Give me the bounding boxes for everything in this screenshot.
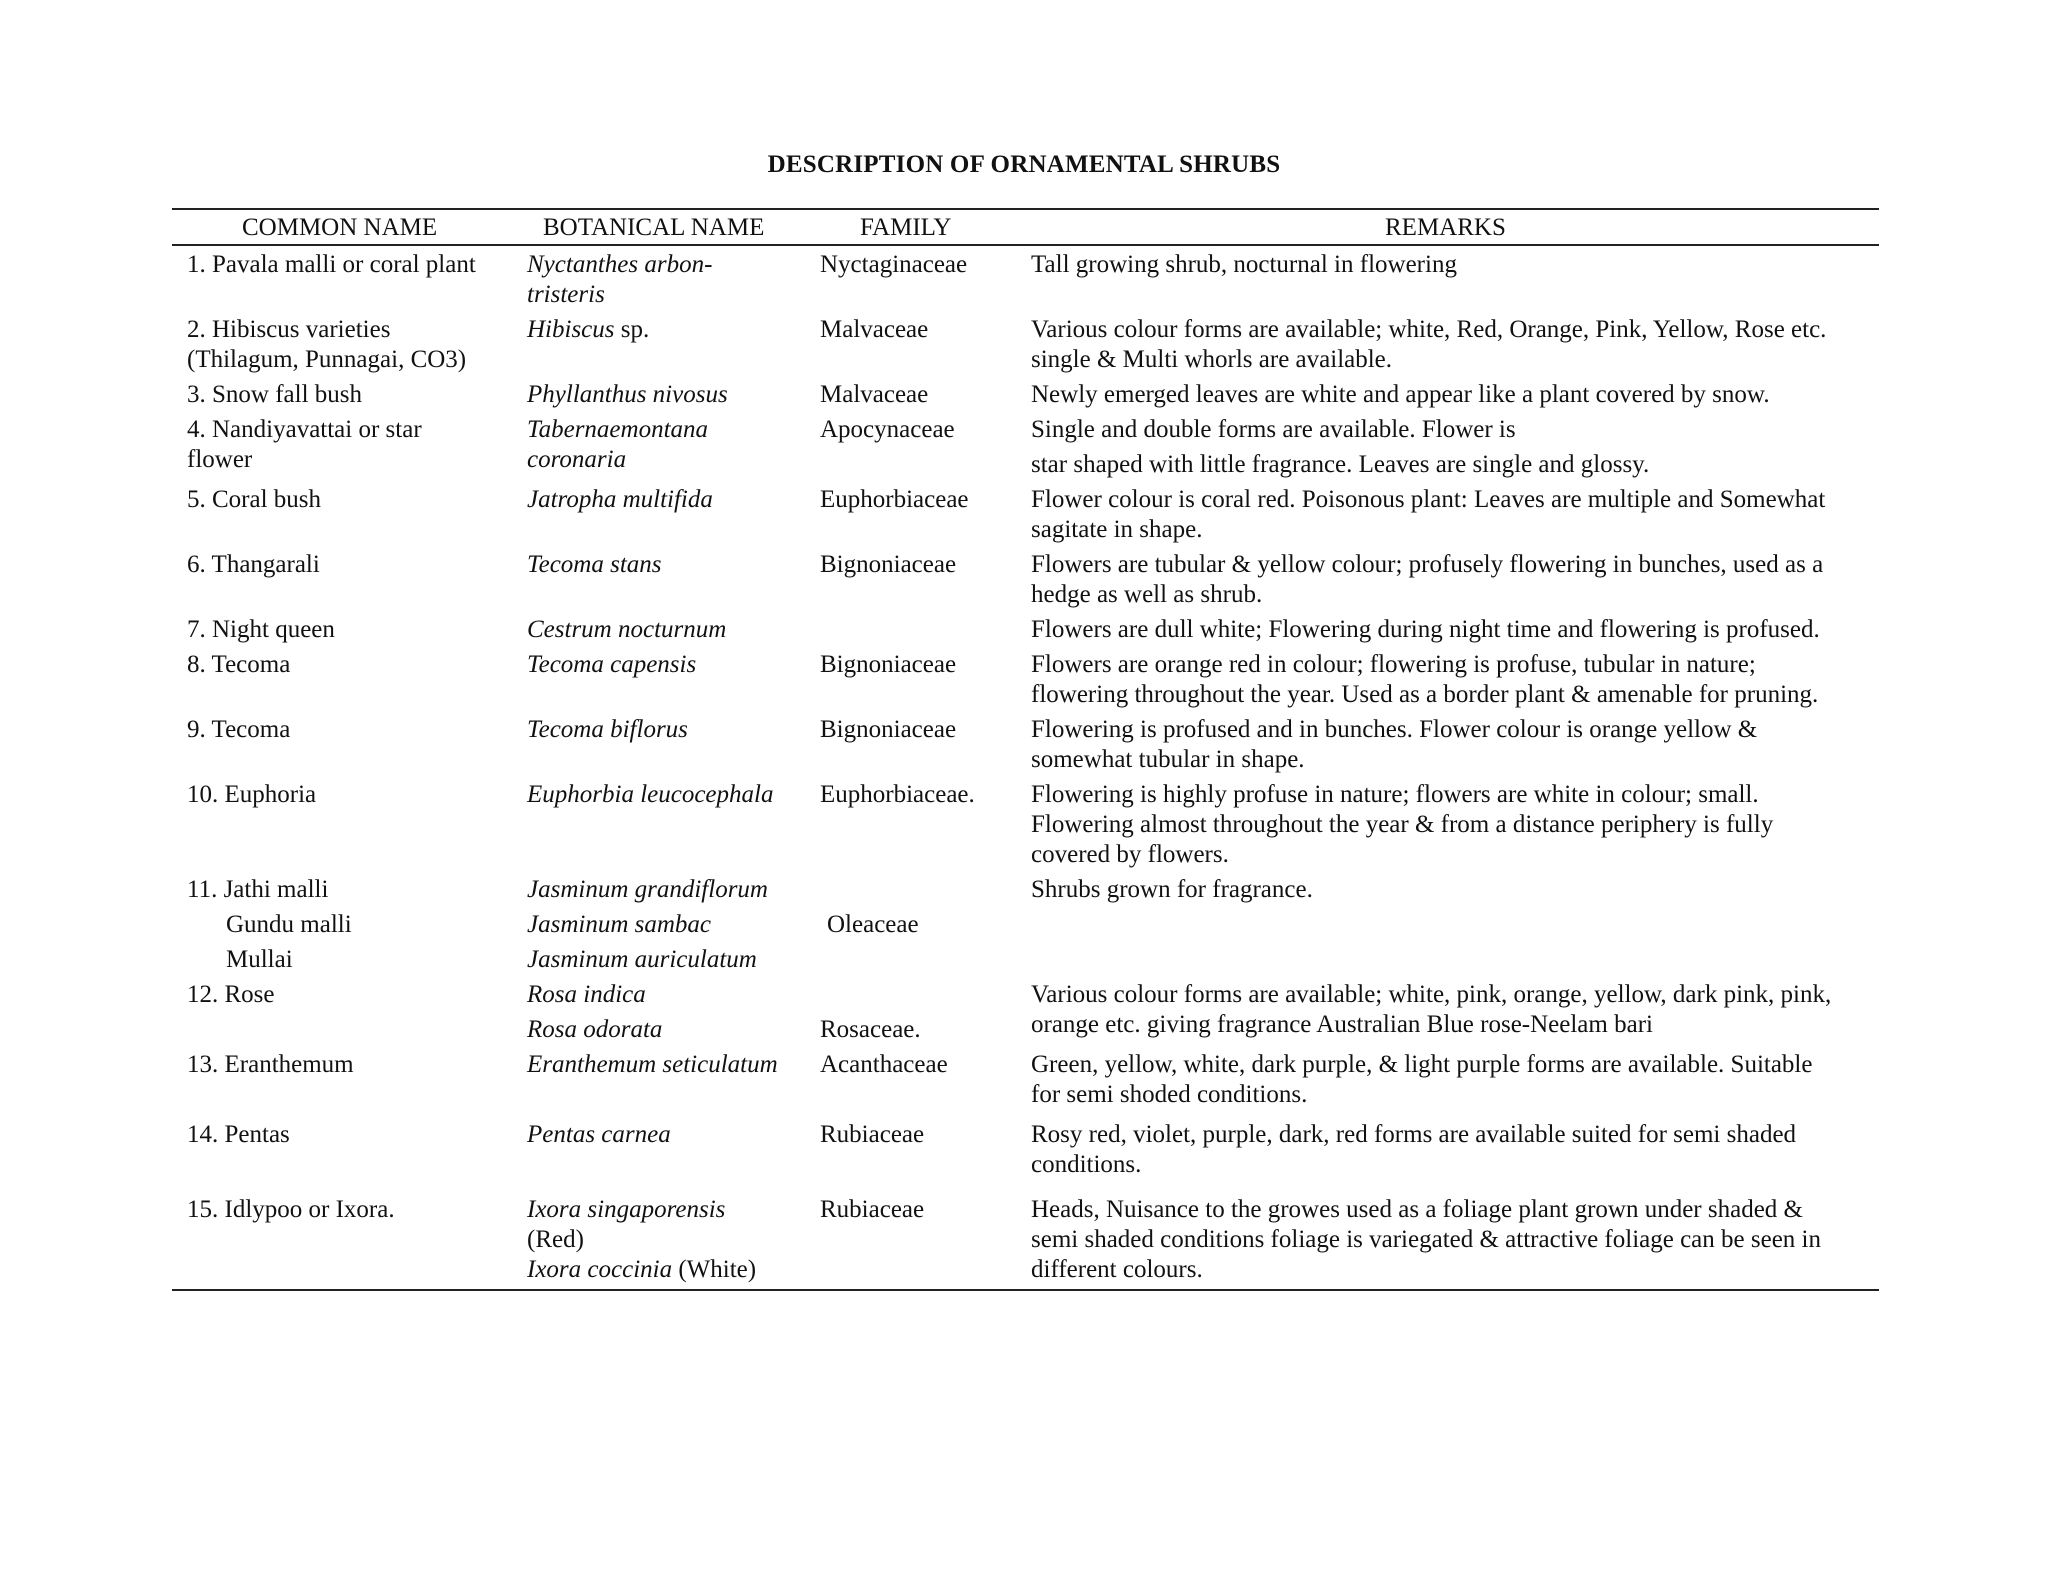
botanical-suffix: (White) <box>672 1256 757 1283</box>
botanical-name-cell: Eranthemum seticulatum <box>527 1051 778 1078</box>
common-name-cell: 9. Tecoma <box>187 716 291 743</box>
remarks-cell: different colours. <box>1031 1256 1203 1283</box>
remarks-cell: Flowering is profused and in bunches. Flower colour is orange yellow & <box>1031 716 1758 743</box>
common-name-cell: 6. Thangarali <box>187 551 320 578</box>
botanical-name-cell: Rosa indica <box>527 981 646 1008</box>
remarks-cell: Green, yellow, white, dark purple, & light purple forms are available. Suitable <box>1031 1051 1813 1078</box>
common-name-cell: flower <box>187 446 253 473</box>
botanical-name-cell: Rosa odorata <box>527 1016 663 1043</box>
botanical-name-cell: Tecoma capensis <box>527 651 697 678</box>
family-cell: Oleaceae <box>827 911 919 938</box>
botanical-name-cell: Pentas carnea <box>527 1121 671 1148</box>
common-name-cell: 2. Hibiscus varieties <box>187 316 391 343</box>
botanical-name-cell <box>527 315 649 345</box>
common-name-cell: 1. Pavala malli or coral plant <box>187 251 476 278</box>
remarks-cell: sagitate in shape. <box>1031 516 1203 543</box>
botanical-species: Ixora coccinia <box>527 1256 673 1283</box>
common-name-cell: 15. Idlypoo or Ixora. <box>187 1196 395 1223</box>
common-name-cell: 13. Eranthemum <box>187 1051 354 1078</box>
family-cell: Malvaceae <box>820 316 929 343</box>
remarks-cell: Heads, Nuisance to the growes used as a foliage plant grown under shaded & <box>1031 1196 1803 1223</box>
botanical-name-cell: Nyctanthes arbon- <box>527 251 713 278</box>
botanical-name-cell: Tecoma biflorus <box>527 716 688 743</box>
family-cell: Euphorbiaceae <box>820 486 969 513</box>
common-name-cell: 11. Jathi malli <box>187 876 329 903</box>
remarks-cell: Flowering is highly profuse in nature; flowers are white in colour; small. <box>1031 781 1759 808</box>
common-name-cell: 5. Coral bush <box>187 486 322 513</box>
botanical-name-cell: Phyllanthus nivosus <box>527 381 728 408</box>
family-cell: Bignoniaceae <box>820 716 957 743</box>
remarks-cell: Rosy red, violet, purple, dark, red forms are available suited for semi shaded <box>1031 1121 1797 1148</box>
page-title: DESCRIPTION OF ORNAMENTAL SHRUBS <box>767 151 1281 178</box>
remarks-cell: Newly emerged leaves are white and appear like a plant covered by snow. <box>1031 381 1770 408</box>
botanical-name-cell <box>527 1255 756 1285</box>
family-cell: Apocynaceae <box>820 416 955 443</box>
family-cell: Acanthaceae <box>820 1051 948 1078</box>
remarks-cell: conditions. <box>1031 1151 1142 1178</box>
common-name-cell: Mullai <box>226 946 293 973</box>
botanical-name-cell: tristeris <box>527 281 605 308</box>
remarks-cell: Flowers are dull white; Flowering during night time and flowering is profused. <box>1031 616 1820 643</box>
remarks-cell: hedge as well as shrub. <box>1031 581 1263 608</box>
remarks-cell: Shrubs grown for fragrance. <box>1031 876 1313 903</box>
family-cell: Malvaceae <box>820 381 929 408</box>
remarks-cell: single & Multi whorls are available. <box>1031 346 1393 373</box>
remarks-cell: Flowers are orange red in colour; flowering is profuse, tubular in nature; <box>1031 651 1756 678</box>
family-cell: Rosaceae. <box>820 1016 921 1043</box>
family-cell: Rubiaceae <box>820 1121 925 1148</box>
common-name-cell: 8. Tecoma <box>187 651 291 678</box>
remarks-cell: orange etc. giving fragrance Australian Blue rose-Neelam bari <box>1031 1011 1653 1038</box>
family-cell: Nyctaginaceae <box>820 251 968 278</box>
header-remarks: REMARKS <box>1385 214 1506 241</box>
header-family: FAMILY <box>860 214 952 241</box>
botanical-name-cell: Jasminum auriculatum <box>527 946 757 973</box>
remarks-cell: Flowering almost throughout the year & from a distance periphery is fully <box>1031 811 1774 838</box>
common-name-cell: 14. Pentas <box>187 1121 290 1148</box>
family-cell: Bignoniaceae <box>820 551 957 578</box>
family-cell: Bignoniaceae <box>820 651 957 678</box>
remarks-cell: Various colour forms are available; white, pink, orange, yellow, dark pink, pink, <box>1031 981 1832 1008</box>
remarks-cell: for semi shoded conditions. <box>1031 1081 1308 1108</box>
common-name-cell: 12. Rose <box>187 981 275 1008</box>
botanical-name-cell: Euphorbia leucocephala <box>527 781 774 808</box>
remarks-cell: covered by flowers. <box>1031 841 1229 868</box>
botanical-name-cell: coronaria <box>527 446 627 473</box>
common-name-cell: 7. Night queen <box>187 616 335 643</box>
header-botanical-name: BOTANICAL NAME <box>543 214 765 241</box>
table-bottom-rule <box>172 1289 1879 1291</box>
remarks-cell: flowering throughout the year. Used as a border plant & amenable for pruning. <box>1031 681 1819 708</box>
remarks-cell: Flower colour is coral red. Poisonous plant: Leaves are multiple and Somewhat <box>1031 486 1826 513</box>
remarks-cell: semi shaded conditions foliage is variegated & attractive foliage can be seen in <box>1031 1226 1821 1253</box>
botanical-name-cell: Tabernaemontana <box>527 416 709 443</box>
botanical-genus: Hibiscus <box>527 316 615 343</box>
remarks-cell: Tall growing shrub, nocturnal in flowering <box>1031 251 1457 278</box>
botanical-name-cell: Jatropha multifida <box>527 486 713 513</box>
remarks-cell: Flowers are tubular & yellow colour; profusely flowering in bunches, used as a <box>1031 551 1824 578</box>
botanical-name-cell: Jasminum grandiflorum <box>527 876 768 903</box>
remarks-cell: Single and double forms are available. Flower is <box>1031 416 1516 443</box>
table-top-rule <box>172 208 1879 210</box>
common-name-cell: Gundu malli <box>226 911 352 938</box>
botanical-name-cell: (Red) <box>527 1226 584 1253</box>
botanical-name-cell: Tecoma stans <box>527 551 662 578</box>
botanical-suffix: sp. <box>614 316 650 343</box>
botanical-name-cell: Ixora singaporensis <box>527 1196 726 1223</box>
common-name-cell: 3. Snow fall bush <box>187 381 362 408</box>
family-cell: Euphorbiaceae. <box>820 781 975 808</box>
family-cell: Rubiaceae <box>820 1196 925 1223</box>
common-name-cell: 10. Euphoria <box>187 781 317 808</box>
remarks-cell: star shaped with little fragrance. Leaves are single and glossy. <box>1031 451 1650 478</box>
table-header-rule <box>172 244 1879 246</box>
botanical-name-cell: Cestrum nocturnum <box>527 616 727 643</box>
common-name-cell: 4. Nandiyavattai or star <box>187 416 422 443</box>
common-name-cell: (Thilagum, Punnagai, CO3) <box>187 346 467 373</box>
header-common-name: COMMON NAME <box>242 214 438 241</box>
remarks-cell: Various colour forms are available; white, Red, Orange, Pink, Yellow, Rose etc. <box>1031 316 1827 343</box>
botanical-name-cell: Jasminum sambac <box>527 911 712 938</box>
remarks-cell: somewhat tubular in shape. <box>1031 746 1305 773</box>
